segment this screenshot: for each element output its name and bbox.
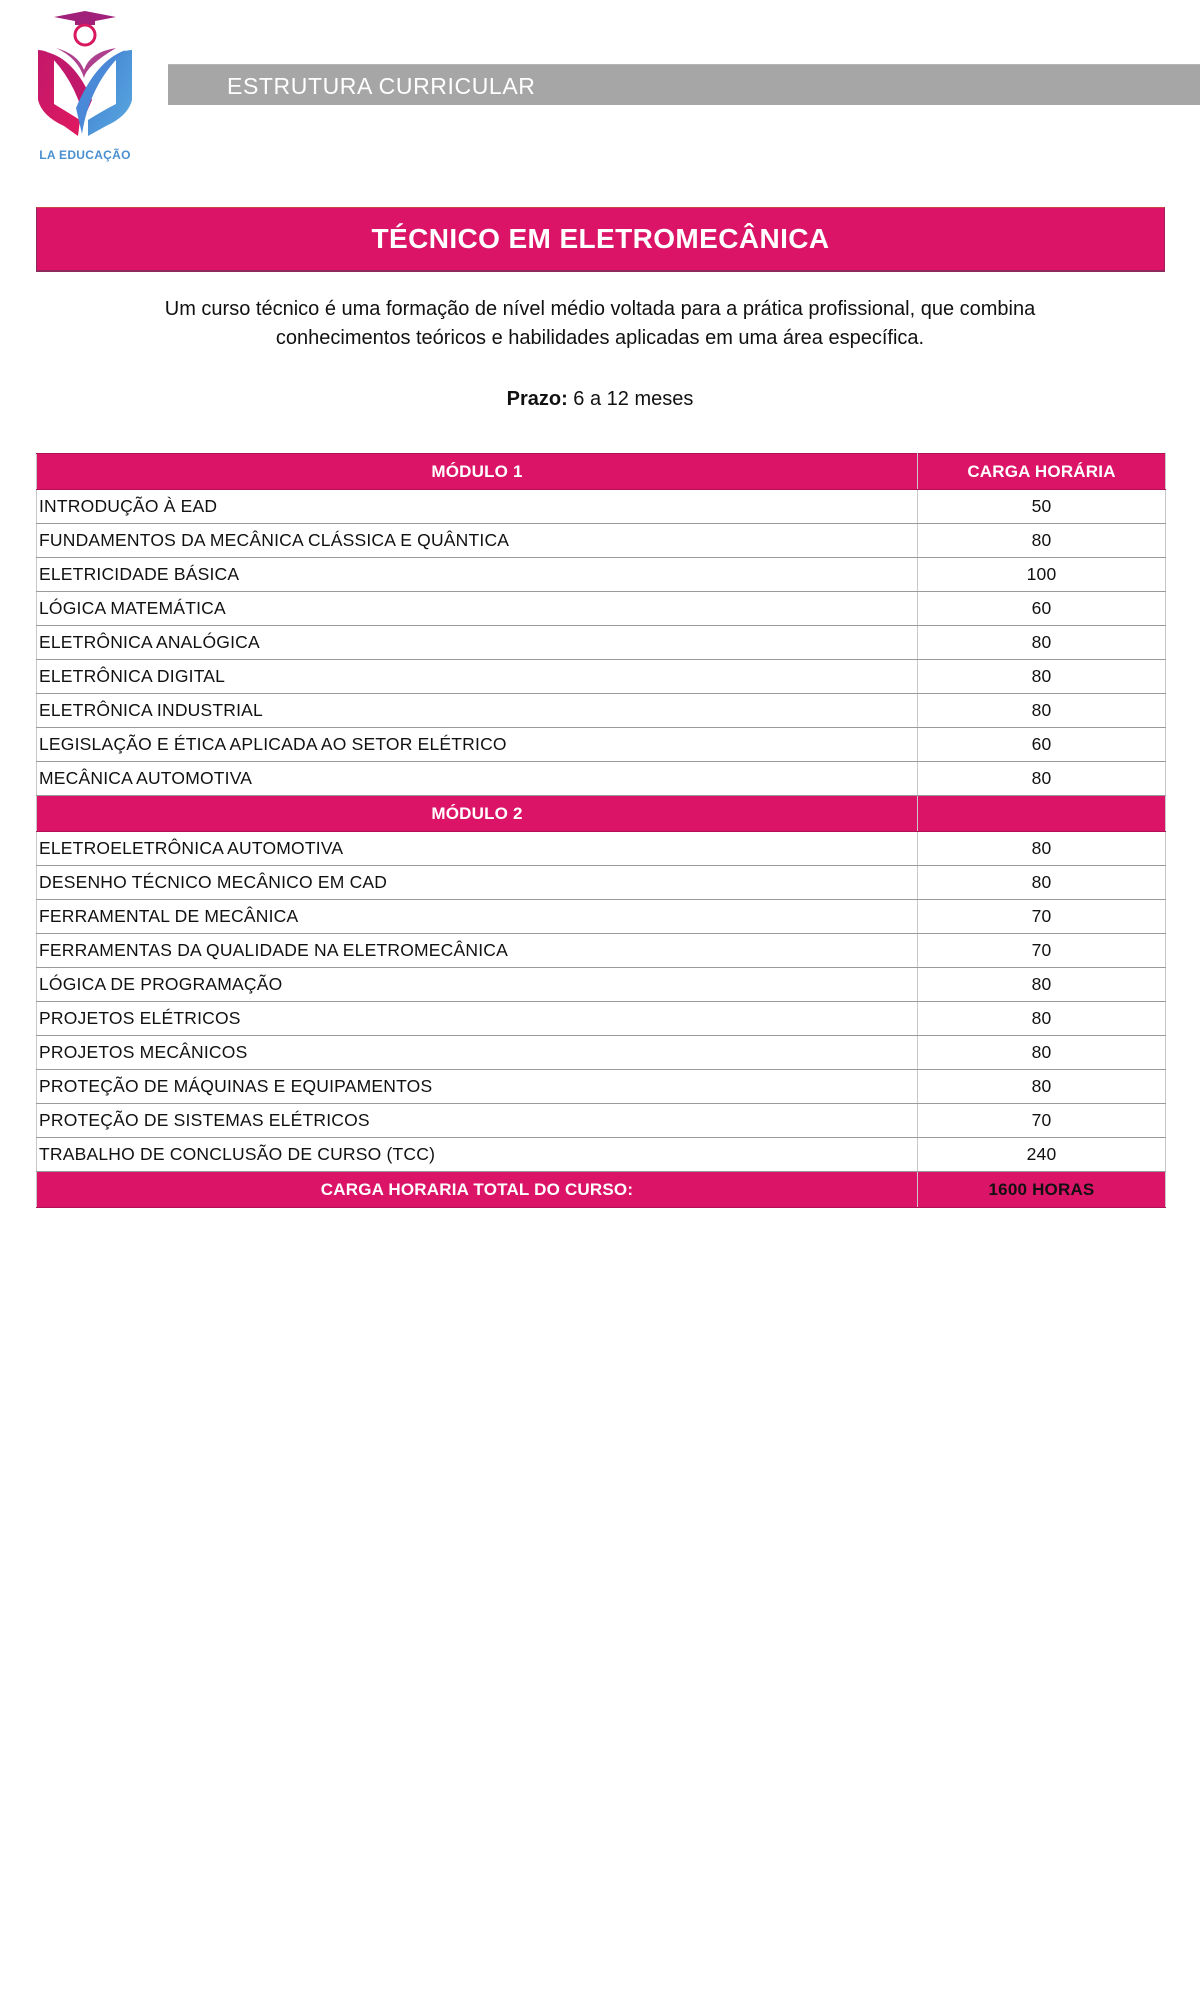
- module-1-header: MÓDULO 1: [37, 454, 918, 490]
- hours-column-header: CARGA HORÁRIA: [918, 454, 1166, 490]
- curriculum-table: [36, 453, 1166, 1208]
- subject-hours: 60: [918, 592, 1166, 626]
- total-value: 1600 HORAS: [918, 1172, 1166, 1208]
- course-title-banner: [36, 207, 1165, 272]
- subject-hours: 70: [918, 900, 1166, 934]
- table-header-row: [37, 454, 1166, 490]
- table-row: [37, 626, 1166, 660]
- table-row: [37, 694, 1166, 728]
- total-row: [37, 1172, 1166, 1208]
- section-header-title: ESTRUTURA CURRICULAR: [227, 73, 536, 99]
- table-row: [37, 524, 1166, 558]
- total-label: CARGA HORARIA TOTAL DO CURSO:: [37, 1172, 918, 1208]
- head-circle-icon: [75, 25, 95, 45]
- course-description: [60, 295, 1140, 353]
- subject-name: PROJETOS ELÉTRICOS: [37, 1002, 918, 1036]
- table-row: [37, 866, 1166, 900]
- subject-hours: 80: [918, 524, 1166, 558]
- subject-hours: 60: [918, 728, 1166, 762]
- graduate-book-logo-icon: [34, 8, 136, 148]
- course-description-line-1: Um curso técnico é uma formação de nível médio voltada para a prática profissional, que combina: [164, 298, 1036, 320]
- table-row: [37, 1070, 1166, 1104]
- module-2-header-row: [37, 796, 1166, 832]
- table-row: [37, 728, 1166, 762]
- table-row: [37, 592, 1166, 626]
- subject-hours: 80: [918, 1036, 1166, 1070]
- subject-name: FERRAMENTAS DA QUALIDADE NA ELETROMECÂNICA: [37, 934, 918, 968]
- section-header-bar: [168, 64, 1200, 105]
- subject-name: LÓGICA DE PROGRAMAÇÃO: [37, 968, 918, 1002]
- subject-hours: 80: [918, 694, 1166, 728]
- course-description-line-2: conhecimentos teóricos e habilidades aplicadas em uma área específica.: [275, 327, 925, 349]
- brand-name: LA EDUCAÇÃO: [39, 148, 131, 162]
- table-row: [37, 968, 1166, 1002]
- table-row: [37, 832, 1166, 866]
- subject-hours: 80: [918, 1070, 1166, 1104]
- deadline-value: 6 a 12 meses: [573, 388, 694, 410]
- table-row: [37, 900, 1166, 934]
- subject-name: PROTEÇÃO DE SISTEMAS ELÉTRICOS: [37, 1104, 918, 1138]
- subject-hours: 240: [918, 1138, 1166, 1172]
- subject-hours: 50: [918, 490, 1166, 524]
- subject-name: ELETRÔNICA INDUSTRIAL: [37, 694, 918, 728]
- subject-name: LÓGICA MATEMÁTICA: [37, 592, 918, 626]
- module-2-header: MÓDULO 2: [37, 796, 918, 832]
- subject-hours: 80: [918, 968, 1166, 1002]
- table-row: [37, 1036, 1166, 1070]
- table-row: [37, 490, 1166, 524]
- table-row: [37, 660, 1166, 694]
- subject-name: ELETROELETRÔNICA AUTOMOTIVA: [37, 832, 918, 866]
- subject-hours: 70: [918, 1104, 1166, 1138]
- subject-name: FUNDAMENTOS DA MECÂNICA CLÁSSICA E QUÂNTICA: [37, 524, 918, 558]
- subject-name: ELETRÔNICA ANALÓGICA: [37, 626, 918, 660]
- table-row: [37, 762, 1166, 796]
- subject-name: TRABALHO DE CONCLUSÃO DE CURSO (TCC): [37, 1138, 918, 1172]
- subject-name: INTRODUÇÃO À EAD: [37, 490, 918, 524]
- subject-hours: 80: [918, 832, 1166, 866]
- subject-hours: 80: [918, 866, 1166, 900]
- subject-name: MECÂNICA AUTOMOTIVA: [37, 762, 918, 796]
- brand-logo: [34, 8, 136, 162]
- table-row: [37, 1138, 1166, 1172]
- subject-hours: 80: [918, 762, 1166, 796]
- subject-name: LEGISLAÇÃO E ÉTICA APLICADA AO SETOR ELÉTRICO: [37, 728, 918, 762]
- subject-name: ELETRICIDADE BÁSICA: [37, 558, 918, 592]
- table-row: [37, 934, 1166, 968]
- table-row: [37, 1104, 1166, 1138]
- table-row: [37, 1002, 1166, 1036]
- deadline-label: Prazo:: [506, 388, 568, 410]
- subject-hours: 70: [918, 934, 1166, 968]
- subject-hours: 80: [918, 626, 1166, 660]
- table-row: [37, 558, 1166, 592]
- subject-name: ELETRÔNICA DIGITAL: [37, 660, 918, 694]
- subject-name: PROJETOS MECÂNICOS: [37, 1036, 918, 1070]
- subject-name: FERRAMENTAL DE MECÂNICA: [37, 900, 918, 934]
- subject-hours: 80: [918, 660, 1166, 694]
- subject-hours: 80: [918, 1002, 1166, 1036]
- course-title: TÉCNICO EM ELETROMECÂNICA: [371, 223, 830, 254]
- subject-hours: 100: [918, 558, 1166, 592]
- module-2-hours-blank: [918, 796, 1166, 832]
- subject-name: PROTEÇÃO DE MÁQUINAS E EQUIPAMENTOS: [37, 1070, 918, 1104]
- subject-name: DESENHO TÉCNICO MECÂNICO EM CAD: [37, 866, 918, 900]
- course-deadline: [0, 388, 1200, 411]
